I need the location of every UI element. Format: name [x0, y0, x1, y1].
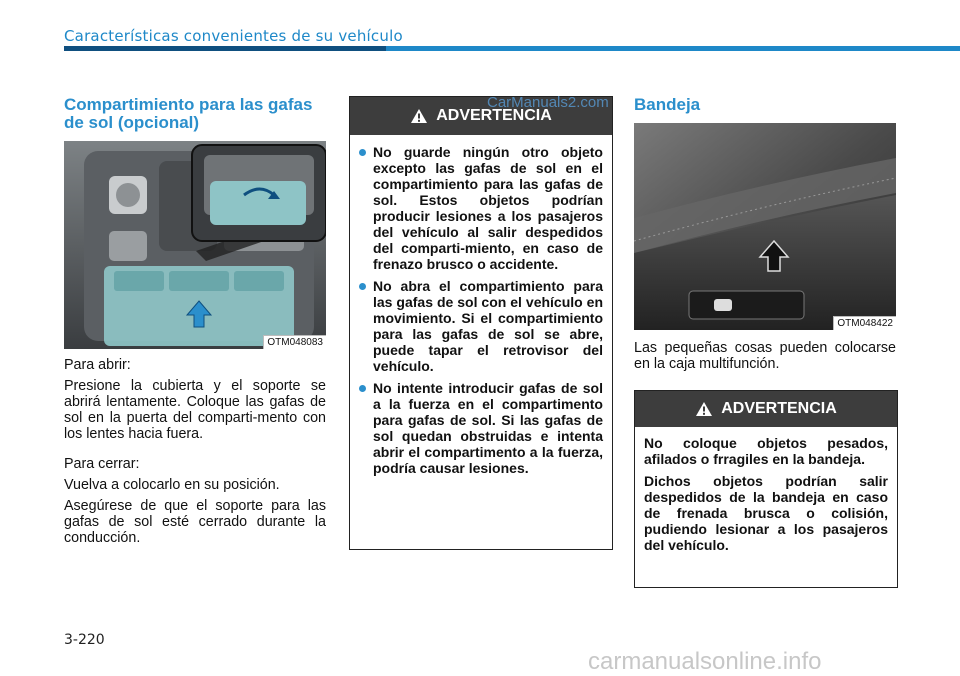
warning-item-text: No abra el compartimiento para las gafas de sol con el vehículo en movimiento. Si el compartimiento para las gafas de sol se abre, puede tapar el retrovisor del vehículo.: [373, 278, 603, 374]
section-header-title: Características convenientes de su vehículo: [64, 27, 403, 45]
tray-warning-box: [634, 390, 898, 588]
warning-triangle-icon: [695, 401, 713, 417]
paragraph: Para cerrar:: [64, 456, 140, 472]
bullet-icon: [359, 283, 366, 290]
sunglass-holder-title: Compartimiento para las gafas de sol (opcional): [64, 95, 313, 132]
header-rule: [64, 46, 960, 51]
warning-heading-label: ADVERTENCIA: [436, 107, 552, 124]
warning-item: [359, 380, 603, 476]
warning-paragraph: No coloque objetos pesados, afilados o frragiles en la bandeja.: [644, 435, 888, 467]
sunglass-holder-photo: [64, 141, 326, 349]
sunglass-warning-box: [349, 96, 613, 550]
tray-title: Bandeja: [634, 95, 701, 114]
warning-heading-label: ADVERTENCIA: [721, 400, 837, 417]
footer-watermark: carmanualsonline.info: [588, 648, 822, 675]
warning-heading: [635, 391, 897, 427]
warning-item-text: No intente introducir gafas de sol a la fuerza en el compartimento para gafas de sol. Si las gafas de sol quedan obstruidas e intenta abrir el compartimento a la fuerza, podría causar lesiones.: [373, 380, 603, 476]
dashboard-tray-illustration: [634, 123, 896, 330]
warning-paragraph: Dichos objetos podrían salir despedidos de la bandeja en caso de frenada brusca o colisión, pudiendo lesionar a los pasajeros del vehículo.: [644, 473, 888, 553]
image-code-label: OTM048422: [833, 316, 896, 330]
image-code-label: OTM048083: [263, 335, 326, 349]
page-number: 3-220: [64, 632, 105, 648]
bullet-icon: [359, 149, 366, 156]
warning-body: [350, 135, 612, 476]
warning-body: [635, 427, 897, 553]
paragraph: Asegúrese de que el soporte para las gafas de sol esté cerrado durante la conducción.: [64, 498, 326, 546]
warning-item-text: No guarde ningún otro objeto excepto las gafas de sol en el compartimiento para las gafas de sol. Estos objetos podrían producir lesiones a los pasajeros del vehículo al salir despedidos del comparti-miento, en caso de frenazo brusco o accidente.: [373, 144, 603, 272]
tray-photo: [634, 123, 896, 330]
site-watermark: CarManuals2.com: [487, 94, 609, 111]
warning-item: [359, 278, 603, 374]
paragraph: Vuelva a colocarlo en su posición.: [64, 477, 280, 493]
bullet-icon: [359, 385, 366, 392]
overhead-console-illustration: [64, 141, 326, 349]
tray-description: Las pequeñas cosas pueden colocarse en la caja multifunción.: [634, 340, 896, 372]
paragraph: Presione la cubierta y el soporte se abrirá lentamente. Coloque las gafas de sol en la puerta del comparti-mento con los lentes hacia fuera.: [64, 378, 326, 442]
header-rule-accent: [64, 46, 386, 51]
sunglass-holder-instructions: [64, 357, 326, 551]
warning-item: [359, 144, 603, 272]
warning-triangle-icon: [410, 108, 428, 124]
paragraph: Para abrir:: [64, 357, 131, 373]
